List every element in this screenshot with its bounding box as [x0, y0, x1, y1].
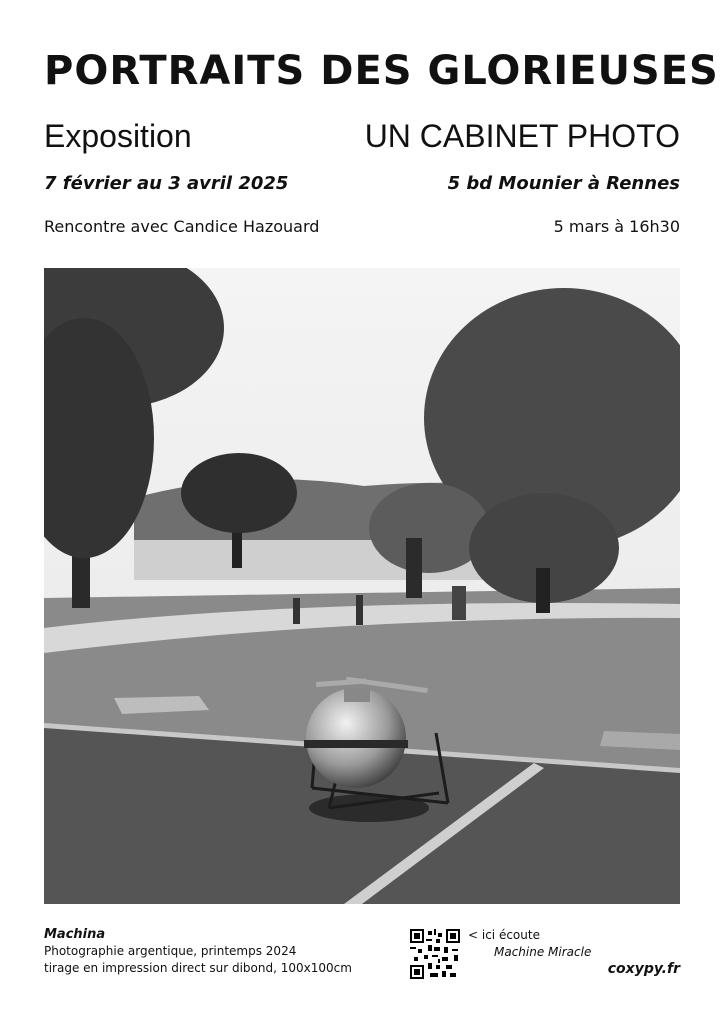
photo-scene: [44, 268, 680, 904]
exposition-label: Exposition: [44, 118, 192, 154]
exhibition-dates: 7 février au 3 avril 2025: [44, 173, 289, 194]
audio-title: Machine Miracle: [494, 945, 592, 959]
venue-name: UN CABINET PHOTO: [364, 118, 680, 154]
qr-hint: < ici écoute: [468, 928, 540, 942]
audio-link[interactable]: [468, 927, 591, 961]
venue-address: 5 bd Mounier à Rennes: [447, 173, 680, 194]
work-technique: Photographie argentique, printemps 2024: [44, 944, 297, 958]
website-link[interactable]: coxypy.fr: [607, 961, 680, 977]
work-title: Machina: [44, 927, 106, 942]
meeting-time: 5 mars à 16h30: [553, 217, 680, 236]
artist-meeting: Rencontre avec Candice Hazouard: [44, 217, 320, 236]
qr-code-graphic: [410, 929, 460, 979]
work-caption: [44, 926, 352, 977]
work-print-details: tirage en impression direct sur dibond, 100x100cm: [44, 961, 352, 975]
poster-title: PORTRAITS DES GLORIEUSES: [44, 48, 719, 94]
qr-code-icon[interactable]: [410, 929, 460, 979]
exhibition-photo: [44, 268, 680, 904]
